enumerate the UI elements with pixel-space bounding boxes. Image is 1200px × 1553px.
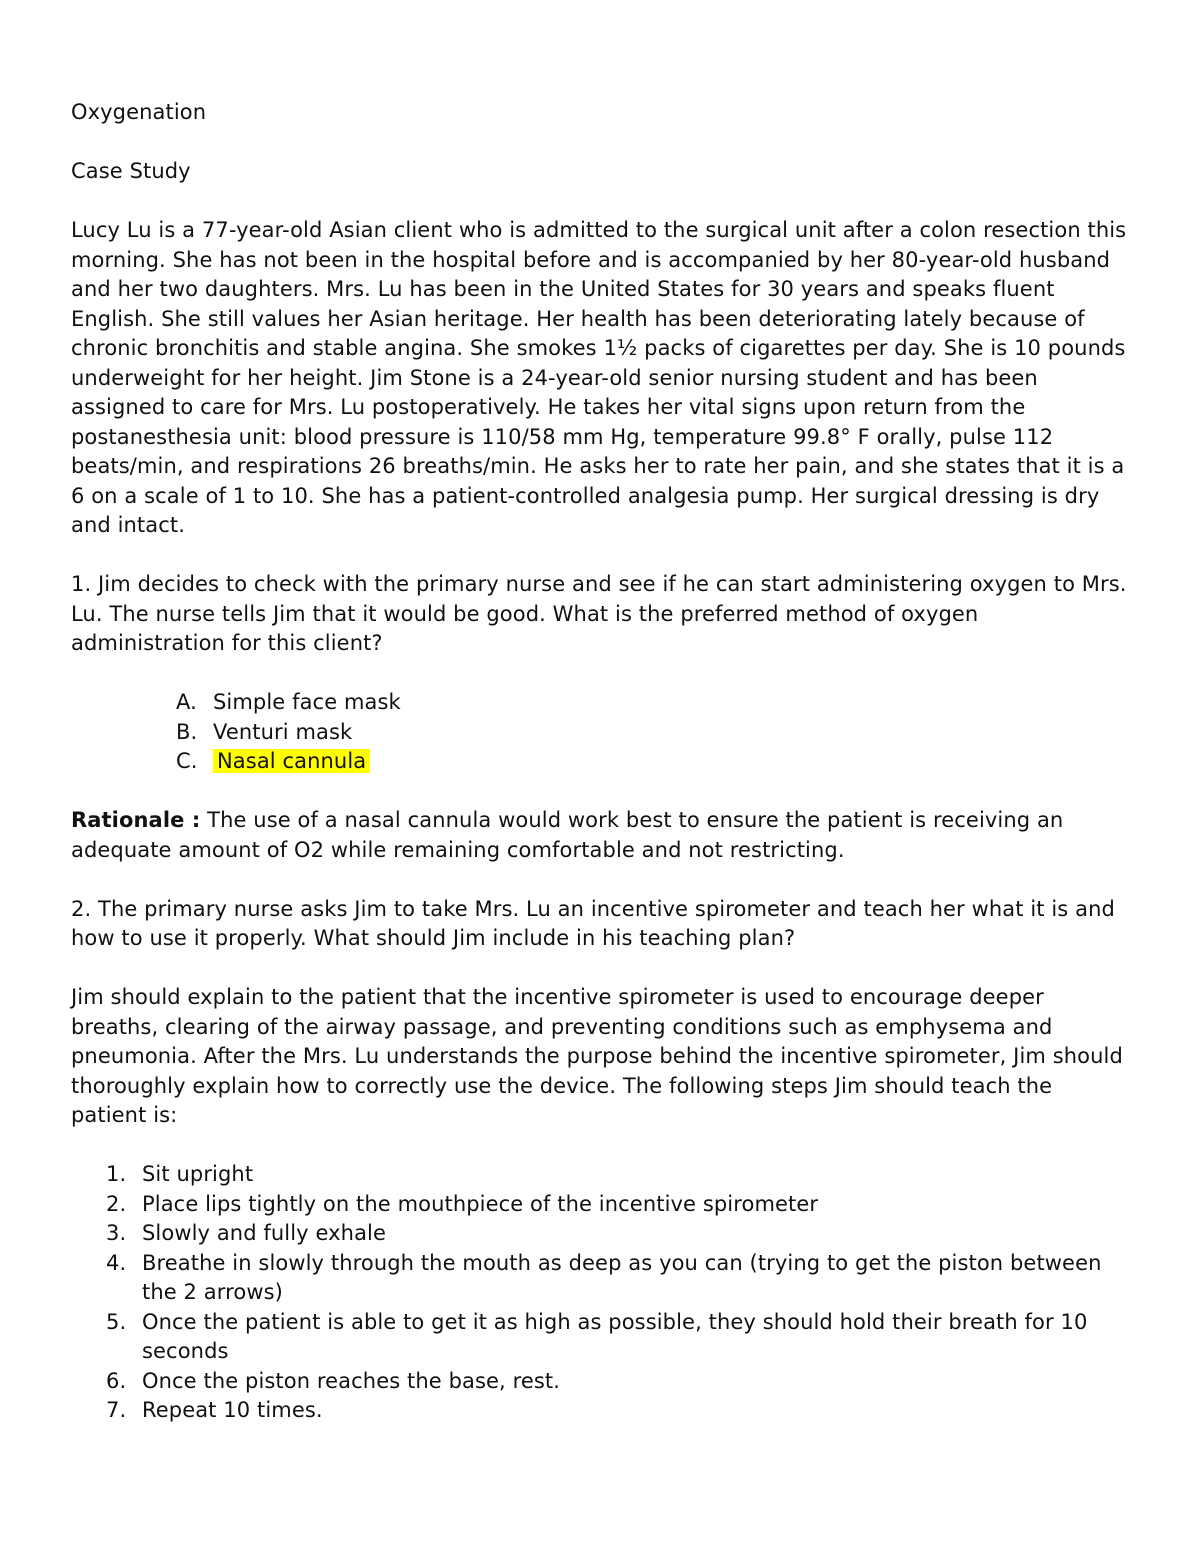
step-number: 3. [106,1221,127,1245]
document-title: Oxygenation [71,100,207,124]
step-text: Sit upright [142,1162,254,1186]
highlighted-answer: Nasal cannula [213,749,370,773]
step-text: Repeat 10 times. [142,1398,323,1422]
option-a [71,688,1131,718]
rationale-text: The use of a nasal cannula would work best to ensure the patient is receiving an adequate amount of O2 while remaining comfortable and not restricting. [71,808,1064,862]
case-description: Lucy Lu is a 77-year-old Asian client who is admitted to the surgical unit after a colon resection this morning. She has not been in the hospital before and is accompanied by her 80-year-old husband and her two daughters. Mrs. Lu has been in the United States for 30 years and speaks fluent English. She still values her Asian heritage. Her health has been deteriorating lately because of chronic bronchitis and stable angina. She smokes 1½ packs of cigarettes per day. She is 10 pounds underweight for her height. Jim Stone is a 24-year-old senior nursing student and has been assigned to care for Mrs. Lu postoperatively. He takes her vital signs upon return from the postanesthesia unit: blood pressure is 110/58 mm Hg, temperature 99.8° F orally, pulse 112 beats/min, and respirations 26 breaths/min. He asks her to rate her pain, and she states that it is a 6 on a scale of 1 to 10. She has a patient-controlled analgesia pump. Her surgical dressing is dry and intact. [71,218,1127,537]
option-letter: B. [176,719,198,744]
option-letter: C. [176,749,198,773]
rationale [71,806,1131,865]
step-text: Once the piston reaches the base, rest. [142,1368,561,1393]
step-item [71,1190,1131,1220]
step-item [71,1308,1131,1367]
step-item [71,1249,1131,1308]
step-number: 1. [106,1162,127,1186]
step-item [71,1219,1131,1249]
step-text: Once the patient is able to get it as high as possible, they should hold their breath for 10 seconds [142,1309,1088,1363]
step-number: 6. [106,1368,127,1393]
option-text: Venturi mask [213,719,353,744]
step-number: 5. [106,1309,127,1334]
option-letter: A. [176,690,197,714]
option-text: Simple face mask [213,690,401,714]
step-number: 4. [106,1250,127,1275]
document-page [71,98,1131,1426]
step-item [71,1160,1131,1190]
step-item [71,1396,1131,1426]
question-2: 2. The primary nurse asks Jim to take Mrs. Lu an incentive spirometer and teach her what it is and how to use it properly. What should Jim include in his teaching plan? [71,896,1115,950]
rationale-label: Rationale : [71,808,201,832]
option-c [71,747,1131,777]
step-text: Slowly and fully exhale [142,1221,386,1245]
document-subtitle: Case Study [71,159,191,183]
steps-list [71,1160,1131,1426]
question-1: 1. Jim decides to check with the primary nurse and see if he can start administering oxygen to Mrs. Lu. The nurse tells Jim that it would be good. What is the preferred method of oxygen administration for this client? [71,572,1127,655]
step-number: 7. [106,1398,127,1422]
answer-2: Jim should explain to the patient that the incentive spirometer is used to encourage deeper breaths, clearing of the airway passage, and preventing conditions such as emphysema and pneumonia. After the Mrs. Lu understands the purpose behind the incentive spirometer, Jim should thoroughly explain how to correctly use the device. The following steps Jim should teach the patient is: [71,985,1123,1127]
step-text: Place lips tightly on the mouthpiece of the incentive spirometer [142,1191,819,1216]
step-text: Breathe in slowly through the mouth as deep as you can (trying to get the piston between the 2 arrows) [142,1250,1102,1304]
step-item [71,1367,1131,1397]
answer-options [71,688,1131,777]
step-number: 2. [106,1191,127,1216]
option-b [71,718,1131,748]
